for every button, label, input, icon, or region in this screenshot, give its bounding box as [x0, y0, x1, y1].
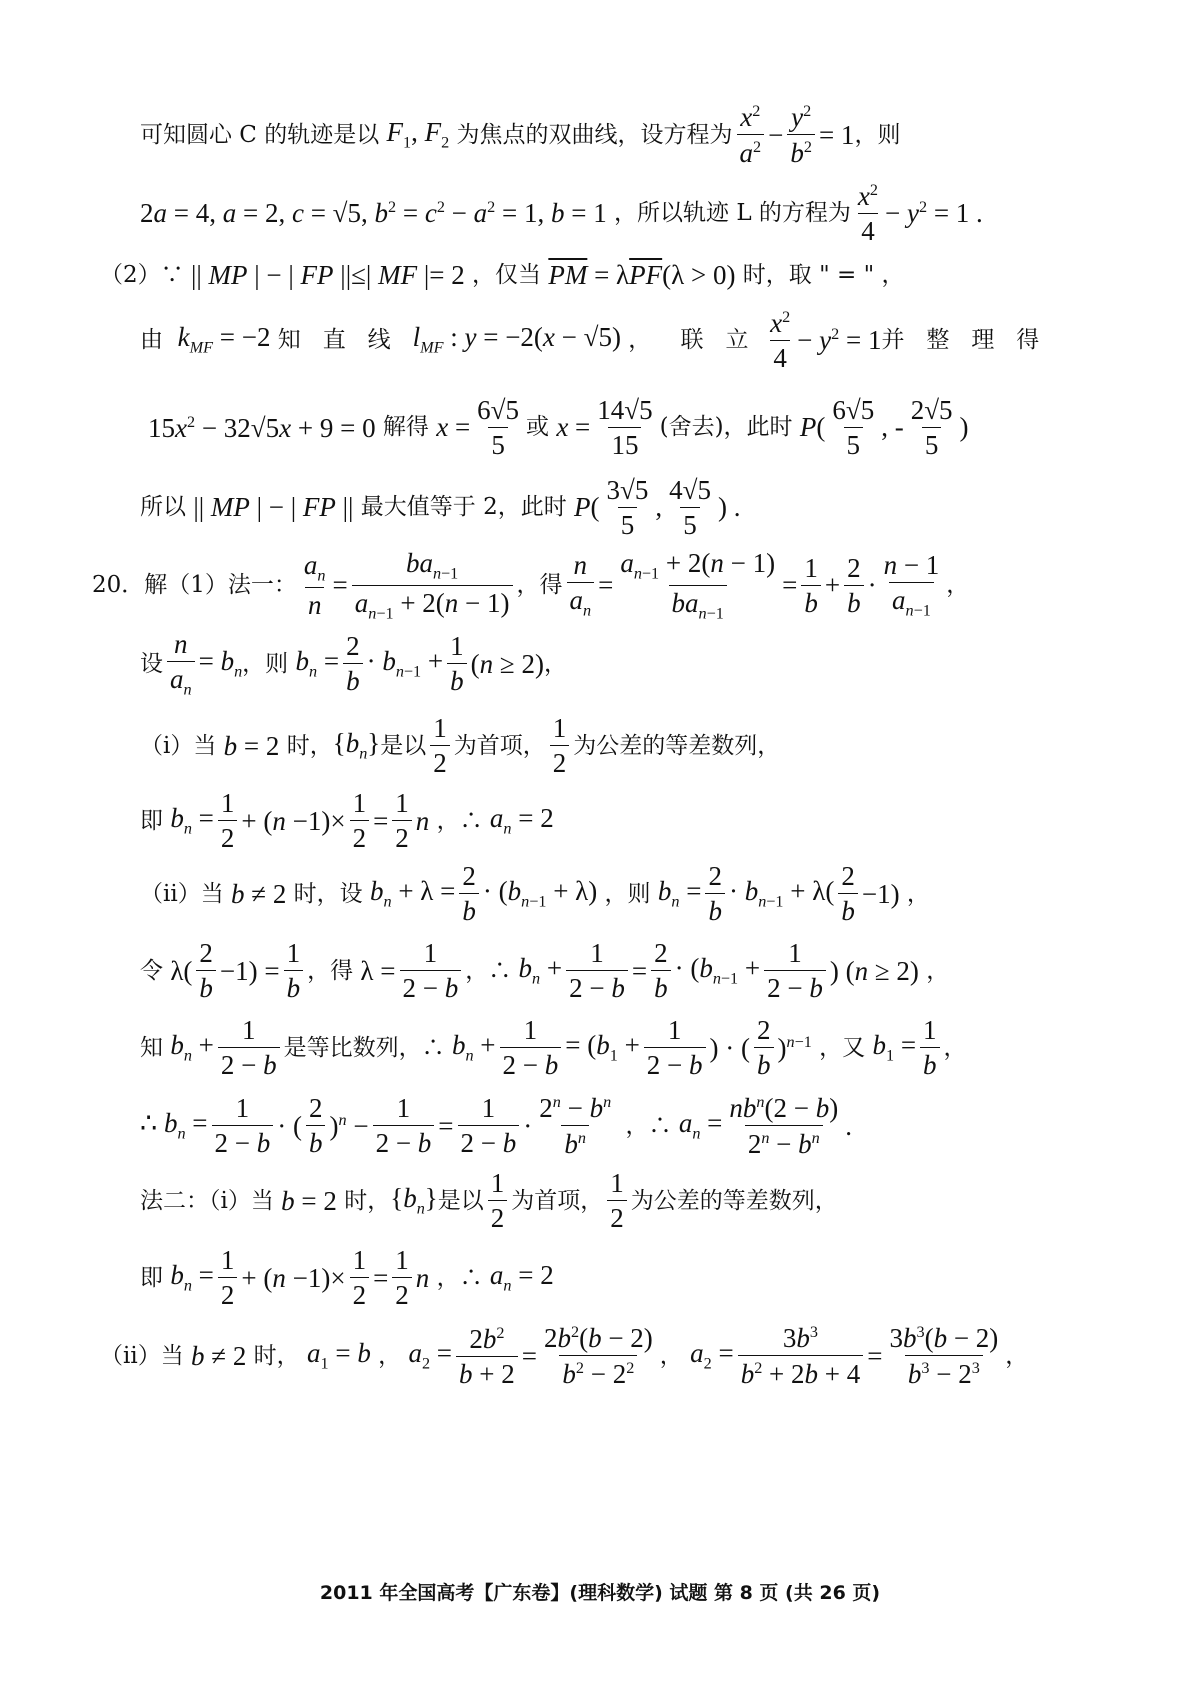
line-15: 法二：（ⅰ）当 b = 2 时， $\{b_n\}$ 是以 $\frac{1}{2}$ 为首项， $\frac{1}{2}$ 为公差的等差数列， [140, 1168, 838, 1233]
line-14: ∴ $b_n$ = $\frac{1}{2 - b}$ · ( $\frac{2}{b}$ )$^n$ − $\frac{1}{2 - b}$ = $\frac{1}{2 - b}$ · $\frac{2^n - b^n}{b^n}$ ，∴ $a_n$ = $\frac{nb^n(2 - b)}{2^n - b^n}$ . [140, 1093, 852, 1159]
line-7: 20．解（1）法一： $\frac{a_n}{n}$ = $\frac{ba_{n-1}}{a_{n-1} + 2(n - 1)}$ ，得 $\frac{n}{a_n}$ = $\frac{a_{n-1} + 2(n - 1)}{ba_{n-1}}$ = $\frac{1}{b}$ + $\frac{2}{b}$ · $\frac{n - 1}{a_{n-1}}$ ， [92, 547, 970, 622]
line-13: 知 $b_n$ + $\frac{1}{2 - b}$ 是等比数列，∴ $b_n$ + $\frac{1}{2 - b}$ = ($b_1$ + $\frac{1}{2 - b}$ ) · ( $\frac{2}{b}$ )$^{n-1}$ ，又 $b_1$ = $\frac{1}{b}$ ， [140, 1015, 967, 1080]
line-4: 由 $k_{MF} = -2$ 知 直 线 $l_{MF}$ : y = −2(x − √5) ， 联 立 $\frac{x^2}{4}$ − $y^2 = 1$ 并 整 理 得 [140, 307, 1040, 373]
line-6: 所以 || MP | − | FP || 最大值等于 2，此时 P( $\frac{3√5}{5}$ , $\frac{4√5}{5}$ ) . [140, 474, 741, 540]
line-12: 令 λ( $\frac{2}{b}$ −1) = $\frac{1}{b}$ ，得 λ = $\frac{1}{2 - b}$ ，∴ $b_n$ + $\frac{1}{2 - b}$ = $\frac{2}{b}$ · ($b_{n-1}$ + $\frac{1}{2 - b}$ ) (n ≥ 2) ， [140, 938, 950, 1003]
line-5: $15x^2 - 32√5x + 9 = 0$ 解得 x = $\frac{6√5}{5}$ 或 x = $\frac{14√5}{15}$ (舍去)，此时 P( $\frac{6√5}{5}$ , - $\frac{2√5}{5}$ ) [148, 394, 969, 460]
line-11: （ⅱ）当 b ≠ 2 时，设 $b_n + \lambda$ = $\frac{2}{b}$ · $(b_{n-1} + \lambda)$ ，则 $b_n$ = $\frac{2}{b}$ · $b_{n-1} + \lambda$( $\frac{2}{b}$ −1) ， [140, 861, 930, 926]
line-16: 即 $b_n$ = $\frac{1}{2}$ + (n −1)× $\frac{1}{2}$ = $\frac{1}{2}$ n ，∴ $a_n = 2$ [140, 1245, 554, 1310]
line-3: （2）∵ || MP | − | FP ||≤| MF |= 2 ，仅当 $\overline{PM} = \lambda\overline{PF}(\lambda > 0)$ 时，取 " = " ， [100, 259, 905, 290]
line-8: 设 $\frac{n}{a_n}$ = $b_n$ ，则 $b_n$ = $\frac{2}{b}$ · $b_{n-1}$ + $\frac{1}{b}$ (n ≥ 2) ， [140, 628, 567, 699]
line-1: 可知圆心 C 的轨迹是以 $F_1$, $F_2$ 为焦点的双曲线，设方程为 $\frac{x^2}{a^2}$ − $\frac{y^2}{b^2}$ = 1 ，则 [140, 102, 901, 168]
page-footer: 2011 年全国高考【广东卷】(理科数学) 试题 第 8 页 (共 26 页) [319, 1582, 881, 1604]
line-2: 2a = 4, a = 2, c = √5, $b^2 = c^2 - a^2 = 1$, b = 1 ，所以轨迹 L 的方程为 $\frac{x^2}{4}$ − $y^2 = 1$ . [140, 180, 983, 246]
line-17: （ⅱ）当 b ≠ 2 时， $a_1 = b$ ， $a_2$ = $\frac{2b^2}{b + 2}$ = $\frac{2b^2(b - 2)}{b^2 - 2^2}$ ， $a_2$ = $\frac{3b^3}{b^2 + 2b + 4}$ = $\frac{3b^3(b - 2)}{b^3 - 2^3}$ ， [100, 1323, 1029, 1389]
line-10: 即 $b_n$ = $\frac{1}{2}$ + (n −1)× $\frac{1}{2}$ = $\frac{1}{2}$ n ，∴ $a_n = 2$ [140, 788, 554, 853]
line-9: （ⅰ）当 b = 2 时， $\{b_n\}$ 是以 $\frac{1}{2}$ 为首项， $\frac{1}{2}$ 为公差的等差数列， [140, 713, 781, 778]
